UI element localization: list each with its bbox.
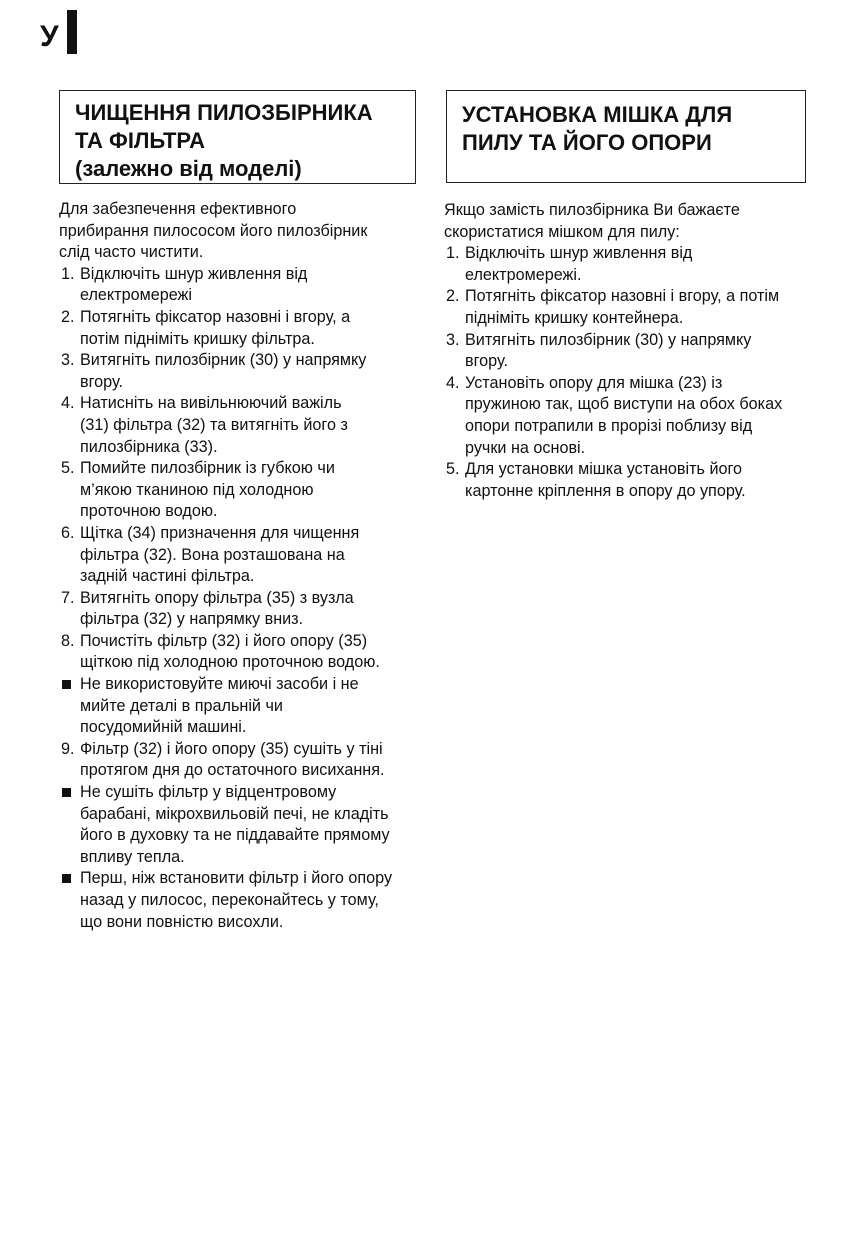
section-dust-bag: [444, 90, 834, 502]
square-bullet-icon: [62, 874, 71, 883]
item-number: 1.: [446, 244, 460, 263]
section-title-line: (залежно від моделі): [75, 156, 302, 181]
list-item: 2. Потягніть фіксатор назовні і вгору, а потім підніміть кришку фільтра.: [61, 307, 351, 348]
warning-item: Не використовуйте миючі засоби і не мийте деталі в пральній чи посудомийній машині.: [59, 674, 444, 739]
list-item: 2. Потягніть фіксатор назовні і вгору, а потім підніміть кришку контейнера.: [446, 287, 780, 327]
section-content: [444, 200, 834, 502]
warning-item: Не сушіть фільтр у відцентровому барабані, мікрохвильовій печі, не кладіть його в духовку та не піддавайте прямому впливу тепла.: [59, 782, 444, 868]
language-letter: У: [40, 20, 59, 53]
item-number: 3.: [61, 351, 75, 370]
language-bar: [67, 10, 77, 54]
item-number: 1.: [61, 264, 75, 283]
list-item: 3. Витягніть пилозбірник (30) у напрямку вгору.: [446, 330, 752, 371]
list-item: 7. Витягніть опору фільтра (35) з вузла фільтра (32) у напрямку вниз.: [61, 588, 354, 629]
item-number: 8.: [61, 631, 75, 650]
section-title-box: [446, 90, 806, 183]
section-filter-cleaning: [59, 90, 444, 933]
section-title-line: ПИЛУ ТА ЙОГО ОПОРИ: [462, 130, 712, 155]
list-item: 8. Почистіть фільтр (32) і його опору (35) щіткою під холодною проточною водою.: [61, 631, 380, 672]
item-number: 4.: [446, 373, 460, 392]
section-title-box: [59, 90, 416, 184]
item-number: 5.: [61, 459, 75, 478]
item-number: 6.: [61, 523, 75, 542]
warning-item: Перш, ніж встановити фільтр і його опору назад у пилосос, переконайтесь у тому, що вони повністю висохли.: [59, 868, 444, 933]
list-item: 4. Установіть опору для мішка (23) із пружиною так, щоб виступи на обох боках опори потрапили в прорізі поблизу від ручки на основі.: [446, 373, 783, 457]
list-item: 3. Витягніть пилозбірник (30) у напрямку вгору.: [61, 351, 367, 391]
square-bullet-icon: [62, 680, 71, 689]
item-number: 7.: [61, 588, 75, 607]
list-item: 4. Натисніть на вивільнюючий важіль (31) фільтра (32) та витягніть його з пилозбірника (33).: [61, 394, 348, 456]
item-number: 2.: [446, 287, 460, 306]
list-item: 9. Фільтр (32) і його опору (35) сушіть у тіні протягом дня до остаточного висихання.: [61, 739, 385, 780]
section-title-line: УСТАНОВКА МІШКА ДЛЯ: [462, 102, 733, 127]
list-item: 5. Помийте пилозбірник із губкою чи м’якою тканиною під холодною проточною водою.: [61, 459, 335, 521]
item-number: 3.: [446, 330, 460, 349]
section-title-line: ТА ФІЛЬТРА: [75, 128, 206, 153]
list-item: 5. Для установки мішка установіть його картонне кріплення в опору до упору.: [446, 460, 746, 500]
language-marker: [40, 10, 77, 54]
item-number: 5.: [446, 460, 460, 479]
item-number: 2.: [61, 307, 75, 326]
list-item: 1. Відключіть шнур живлення від електромережі.: [446, 244, 693, 284]
list-item: 1. Відключіть шнур живлення від електромережі: [61, 264, 308, 305]
section-title-line: ЧИЩЕННЯ ПИЛОЗБІРНИКА: [75, 100, 373, 125]
square-bullet-icon: [62, 788, 71, 797]
list-item: 6. Щітка (34) призначення для чищення фільтра (32). Вона розташована на задній частині фільтра.: [61, 523, 360, 586]
section-content: [59, 199, 444, 933]
intro-paragraph: Для забезпечення ефективного прибирання пилососом його пилозбірник слід часто чистити.: [59, 200, 368, 262]
intro-paragraph: Якщо замість пилозбірника Ви бажаєте скористатися мішком для пилу:: [444, 201, 740, 241]
item-number: 9.: [61, 739, 75, 758]
item-number: 4.: [61, 394, 75, 413]
